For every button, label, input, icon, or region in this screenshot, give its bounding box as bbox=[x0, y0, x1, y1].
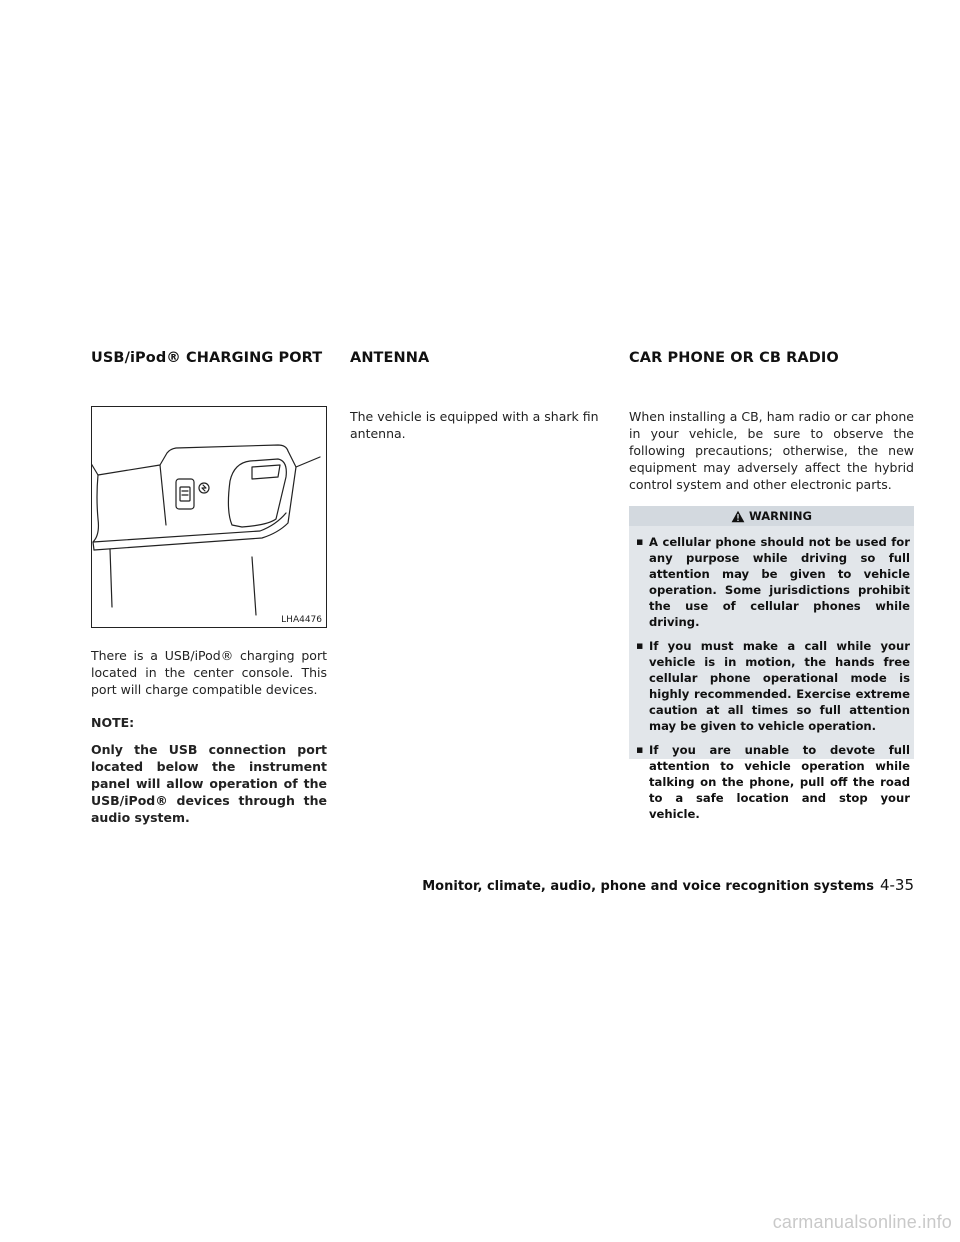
antenna-description: The vehicle is equipped with a shark fin antenna. bbox=[350, 409, 599, 441]
warning-box bbox=[629, 506, 914, 821]
warning-item: ▪ If you are unable to devote full attention to vehicle operation while talking on the phone, pull off the road to a safe location and stop your vehicle. bbox=[633, 742, 910, 822]
usb-charging-port-heading: USB/iPod® CHARGING PORT bbox=[91, 350, 323, 366]
warning-header bbox=[629, 506, 914, 526]
figure-code: LHA4476 bbox=[281, 615, 322, 625]
car-phone-intro: When installing a CB, ham radio or car phone in your vehicle, be sure to observe the following precautions; otherwise, the new equipment may adversely affect the hybrid control system and other electronic parts. bbox=[629, 409, 914, 492]
warning-item: ▪ A cellular phone should not be used for any purpose while driving so full attention may be given to vehicle operation. Some jurisdictions prohibit the use of cellular phones while driving. bbox=[633, 534, 910, 630]
note-text: Only the USB connection port located below the instrument panel will allow operation of the USB/iPod® devices through the audio system. bbox=[91, 742, 327, 825]
usb-port-illustration bbox=[91, 406, 327, 628]
antenna-section-text bbox=[350, 408, 614, 442]
page-footer bbox=[422, 876, 914, 894]
antenna-heading: ANTENNA bbox=[350, 350, 430, 366]
usb-section-text bbox=[91, 647, 327, 826]
console-line-drawing bbox=[92, 407, 326, 627]
warning-list bbox=[629, 526, 914, 822]
warning-triangle-icon bbox=[731, 510, 745, 523]
page-number: 4-35 bbox=[879, 876, 914, 894]
warning-item: ▪ If you must make a call while your vehicle is in motion, the hands free cellular phone operational mode is highly recommended. Exercise extreme caution at all times so full attention may be given to vehicle operation. bbox=[633, 638, 910, 734]
car-phone-heading: CAR PHONE OR CB RADIO bbox=[629, 350, 839, 366]
warning-title: WARNING bbox=[749, 509, 812, 523]
chapter-title: Monitor, climate, audio, phone and voice recognition systems bbox=[422, 879, 874, 894]
note-label: NOTE: bbox=[91, 715, 135, 730]
usb-description: There is a USB/iPod® charging port located in the center console. This port will charge compatible devices. bbox=[91, 648, 327, 697]
site-watermark: carmanualsonline.info bbox=[772, 1212, 952, 1232]
car-phone-section-text bbox=[629, 408, 914, 493]
